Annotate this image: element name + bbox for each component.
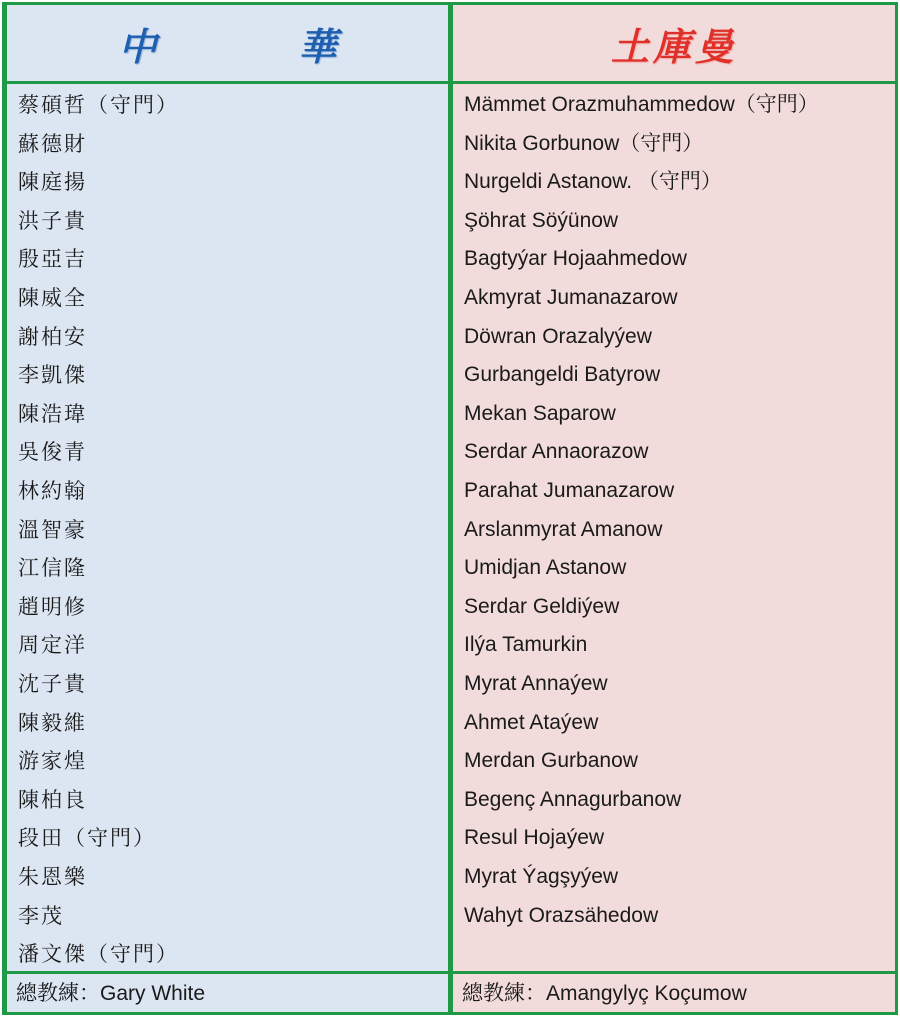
left-player-row: 陳威全 [18,286,87,310]
right-player-row: Akmyrat Jumanazarow [464,286,678,309]
roster-table [2,2,898,1015]
right-player-row: Myrat Annaýew [464,672,608,695]
left-player-row: 陳毅維 [18,710,87,735]
left-player-row: 溫智豪 [18,517,87,542]
right-player-row: Bagtyýar Hojaahmedow [464,247,687,271]
left-team-name: 中 華 [118,23,389,69]
left-team-header [7,5,448,81]
left-coach-label: 總教練： [16,981,100,1005]
left-player-row: 趙明修 [18,594,87,619]
left-player-row: 陳浩瑋 [18,401,87,426]
left-player-row: 周定洋 [18,633,87,658]
left-player-row: 洪子貴 [18,208,87,233]
right-player-row: Şöhrat Söýünow [464,208,619,232]
right-player-row: Ahmet Ataýew [464,710,599,734]
left-player-row: 陳庭揚 [18,170,87,195]
right-team-roster [453,84,895,971]
right-player-row: Arslanmyrat Amanow [464,517,663,541]
right-coach-row [453,974,895,1012]
left-player-row: 段田（守門） [18,826,156,851]
right-player-row: Wahyt Orazsähedow [464,903,659,927]
left-player-row: 李凱傑 [18,363,87,388]
left-player-row: 殷亞吉 [18,247,87,272]
right-player-row: Resul Hojaýew [464,826,605,850]
left-player-row: 潘文傑（守門） [18,942,179,967]
right-player-row: Umidjan Astanow [464,556,627,580]
left-player-row: 林約翰 [18,479,87,503]
left-player-row: 沈子貴 [18,672,87,696]
left-player-row: 蔡碩哲（守門） [18,93,179,117]
left-player-row: 陳柏良 [18,787,87,812]
right-player-row: Parahat Jumanazarow [464,479,675,502]
left-player-row: 吳俊青 [18,440,87,465]
right-player-row: Merdan Gurbanow [464,749,638,773]
right-coach-label: 總教練： [462,981,546,1005]
right-player-row: Mämmet Orazmuhammedow（守門） [464,93,819,116]
right-player-row: Ilýa Tamurkin [464,633,588,657]
right-coach-name: Amangylyç Koçumow [546,982,747,1005]
right-player-row: Gurbangeldi Batyrow [464,363,661,387]
right-player-row: Döwran Orazalyýew [464,324,652,348]
left-player-row: 蘇德財 [18,131,87,156]
left-coach-row [7,974,448,1012]
right-player-row: Nurgeldi Astanow. （守門） [464,170,722,194]
left-player-row: 江信隆 [18,556,87,581]
left-player-row: 謝柏安 [18,324,87,349]
right-team-name: 土庫曼 [610,23,737,69]
left-player-row: 李茂 [18,903,64,928]
right-player-row: Serdar Annaorazow [464,440,649,464]
left-player-row: 游家煌 [18,749,87,774]
right-player-row: Myrat Ýagşyýew [464,865,619,888]
right-player-row: Mekan Saparow [464,401,616,425]
left-team-roster [7,84,448,971]
right-player-row: Serdar Geldiýew [464,594,620,618]
left-coach-name: Gary White [100,982,206,1005]
right-player-row: Begenç Annagurbanow [464,787,682,811]
right-team-header [453,5,895,81]
left-player-row: 朱恩樂 [18,865,87,889]
right-player-row: Nikita Gorbunow（守門） [464,131,704,155]
